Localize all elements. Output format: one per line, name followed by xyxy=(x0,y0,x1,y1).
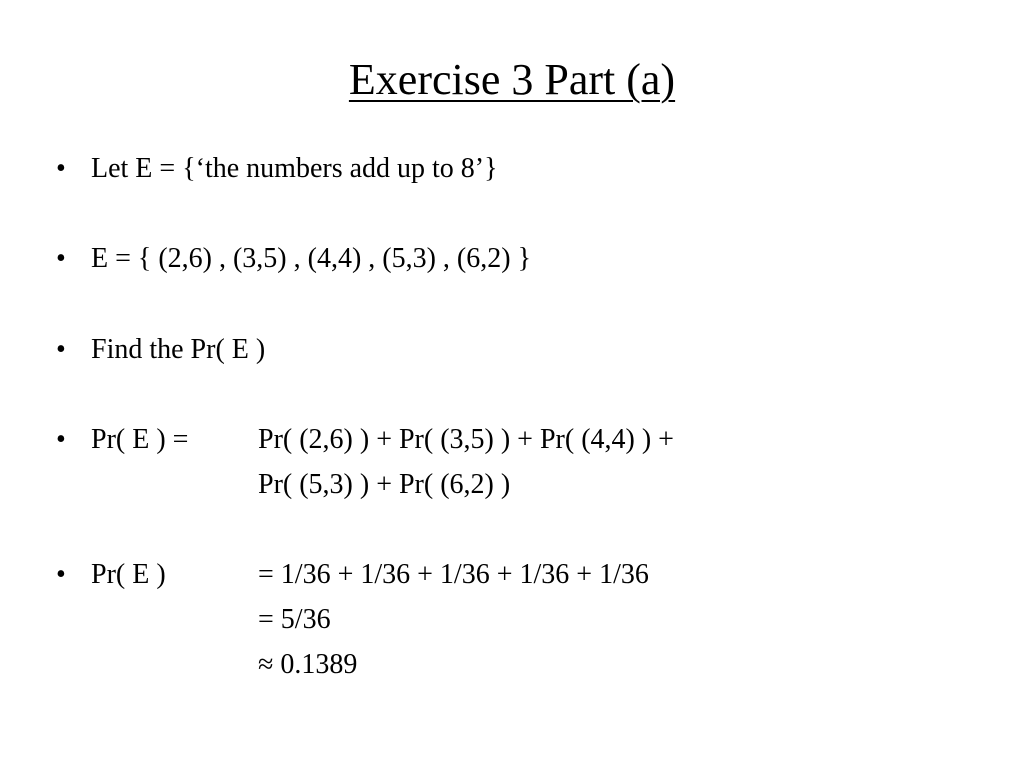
bullet-5-line-3: ≈ 0.1389 xyxy=(258,649,358,680)
bullet-3-text: Find the Pr( E ) xyxy=(91,334,266,365)
bullet-1-text: Let E = {‘the numbers add up to 8’} xyxy=(91,153,498,184)
slide-title: Exercise 3 Part (a) xyxy=(348,55,676,104)
bullet-5-line-1: = 1/36 + 1/36 + 1/36 + 1/36 + 1/36 xyxy=(258,559,649,590)
bullet-4-line-1: Pr( (2,6) ) + Pr( (3,5) ) + Pr( (4,4) ) + xyxy=(258,424,674,455)
bullet-5-line-2: = 5/36 xyxy=(258,604,331,635)
bullet-1-marker: • xyxy=(56,153,66,184)
bullet-2-marker: • xyxy=(56,243,66,274)
bullet-5-marker: • xyxy=(56,559,66,590)
bullet-2-text: E = { (2,6) , (3,5) , (4,4) , (5,3) , (6,2) } xyxy=(91,243,532,274)
bullet-4-marker: • xyxy=(56,424,66,455)
bullet-4-lead: Pr( E ) = xyxy=(91,424,189,455)
bullet-5-lead: Pr( E ) xyxy=(91,559,166,590)
bullet-3-marker: • xyxy=(56,334,66,365)
bullet-4-line-2: Pr( (5,3) ) + Pr( (6,2) ) xyxy=(258,469,511,500)
